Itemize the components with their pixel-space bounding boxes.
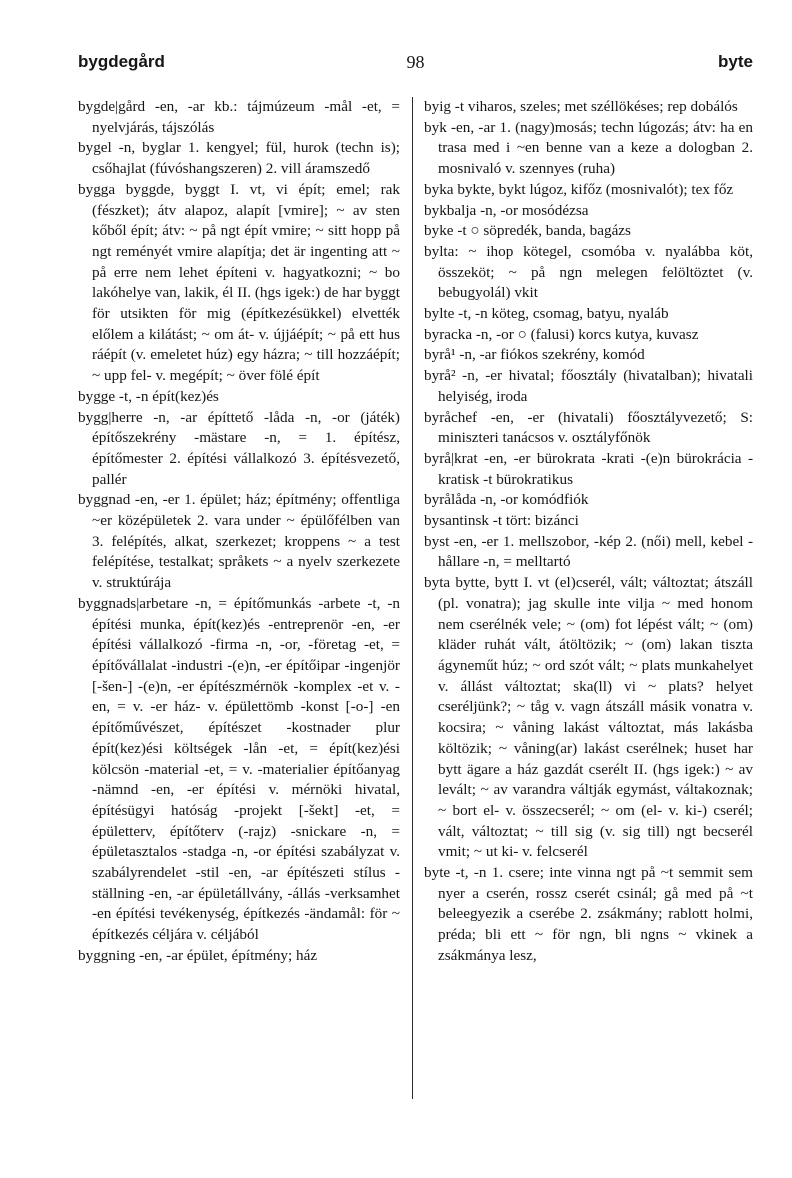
entry-byralada: byrålåda -n, -or komódfiók [424,491,589,509]
running-head [78,52,753,78]
entry-byracka: byracka -n, -or ○ (falusi) korcs kutya, kuvasz [424,325,699,343]
entry-bygg-herre: bygg|herre -n, -ar építtető -låda -n, -or (játék) építőszekrény -mästare -n, = 1. építész, építőmester 2. építési vállalkozó 3. építésvezető, pallér [78,408,400,488]
entry-bygge: bygge -t, -n épít(kez)és [78,387,219,405]
right-column [424,97,753,967]
entry-byrachef: byråchef -en, -er (hivatali) főosztályvezető; S: miniszteri tanácsos v. osztályfőnök [424,408,753,447]
page-number: 98 [406,52,425,72]
column-divider [412,97,413,1099]
entry-byka: byka bykte, bykt lúgoz, kifőz (mosnivalót); tex főz [424,180,734,198]
guide-word-first: bygdegård [78,52,165,71]
entry-bygel: bygel -n, byglar 1. kengyel; fül, hurok (techn is); csőhajlat (fúvóshangszeren) 2. vill áramszedő [78,139,400,178]
left-column [78,97,400,967]
entry-byra-1: byrå¹ -n, -ar fiókos szekrény, komód [424,346,645,364]
entry-bysantinsk: bysantinsk -t tört: bizánci [424,512,579,530]
entry-byig: byig -t viharos, szeles; met széllökéses; rep dobálós [424,98,738,115]
entry-byggning: byggning -en, -ar épület, építmény; ház [78,946,318,964]
entry-byggnad: byggnad -en, -er 1. épület; ház; építmény; offentliga ~er középületek 2. vara under ~ épülőfélben van 3. felépítés, alkat, szerkezet; kroppens ~ a test felépítése, testalkat; språkets ~ a nyelv szerkezete v. struktúrája [78,491,400,592]
entry-byk: byk -en, -ar 1. (nagy)mosás; techn lúgozás; átv: ha en trasa med i ~en benne van a keze a dologban 2. mosnivaló v. szennyes (ruha) [424,118,753,178]
entry-byke: byke -t ○ söpredék, banda, bagázs [424,222,631,240]
entry-byte: byte -t, -n 1. csere; inte vinna ngt på ~t semmit sem nyer a cserén, rossz cserét csinál; gå med på ~t beleegyezik a cserébe 2. zsákmány; rablott holmi, préda; bli ett ~ för ngn, bli ngns ~ vkinek a zsákmánya lesz, [424,864,753,964]
entry-bygga: bygga byggde, byggt I. vt, vi épít; emel; rak (fészket); átv alapoz, alapít [vmire]; ~ av sten kőből épít; átv: ~ på ngt épít vmire; ~ sitt hopp på ngt reményét vmire alapítja; det är ingenting att ~ på erre nem lehet építeni v. hagyatkozni; ~ bo lakóhelye van, lakik, él II. (hgs igek:) de har byggt för utsikten för mig (építkezésükkel) elvették előlem a kilátást; ~ om át- v. újjáépít; ~ på ett hus ráépít (v. emeletet húz) egy házra; ~ till hozzáépít; ~ upp fel- v. megépít; ~ över fölé épít [78,180,400,385]
entry-bylta: bylta: ~ ihop kötegel, csomóba v. nyalábba köt, összeköt; ~ på ngn melegen felöltöztet (v. bebugyolál) vkit [424,242,753,302]
entry-bygdegard: bygde|gård -en, -ar kb.: tájmúzeum -mål -et, = nyelvjárás, tájszólás [78,98,400,136]
entry-byst: byst -en, -er 1. mellszobor, -kép 2. (női) mell, kebel -hållare -n, = melltartó [424,532,753,571]
entry-byra-krat: byrå|krat -en, -er bürokrata -krati -(e)n bürokrácia -kratisk -t bürokratikus [424,449,753,488]
entry-byta: byta bytte, bytt I. vt (el)cserél, vált; változtat; átszáll (pl. vonatra); jag skulle inte vilja ~ med honom nem cserélnék vele; ~ (om) fot lépést vált; ~ (om) kläder ruhát vált, átöltözik; ~ (om) lakan tiszta ágyneműt húz; ~ ord szót vált; ~ plats munkahelyet v. állást változtat; ska(ll) vi ~ plats? helyet cseréljünk?; ~ tåg v. vagn átszáll másik vonatra v. kocsira; ~ våning lakást változtat, más lakásba költözik; ~ våning(ar) lakást cserélnek; huset har bytt ägare a ház gazdát cserélt II. (hgs igek:) ~ av levált; ~ av varandra váltják egymást, váltakoznak; ~ bort el- v. összecserél; ~ om (el- v. ki-) cserél; vált, változtat; ~ till sig (v. sig till) ngt becserél vmit; ~ ut ki- v. felcserél [424,574,753,861]
entry-byra-2: byrå² -n, -er hivatal; főosztály (hivatalban); hivatali helyiség, iroda [424,367,753,405]
entry-bylte: bylte -t, -n köteg, csomag, batyu, nyaláb [424,305,669,323]
guide-word-last: byte [718,52,753,71]
entry-byggnads-arbetare: byggnads|arbetare -n, = építőmunkás -arbete -t, -n építési munka, épít(kez)és -entreprenör -en, -er építési vállalkozó -firma -n, -or, -företag -et, = építővállalat -industri -(e)n, -er építőipar -ingenjör [-šen-] -(e)n, -er építészmérnök -komplex -et v. -en, = v. -er ház- v. épülettömb -konst [-o-] -en építőművészet, építészet -kostnader plur épít(kez)ési költségek -lån -et, = épít(kez)ési kölcsön -material -et, = v. -materialier építőanyag -nämnd -en, -er építési v. mérnöki hivatal, építésügyi hatóság -projekt [-šekt] -et, = épületterv, építőterv (-rajz) -snickare -n, = épületasztalos -stadga -n, -or építési szabályzat v. szabályrendelet -stil -en, -ar építészeti stílus -ställning -en, -ar épületállvány, -állás -verksamhet -en építési tevékenység, építkezés -ändamål: för ~ építkezés céljára v. céljából [78,594,400,944]
entry-bykbalja: bykbalja -n, -or mosódézsa [424,201,589,219]
